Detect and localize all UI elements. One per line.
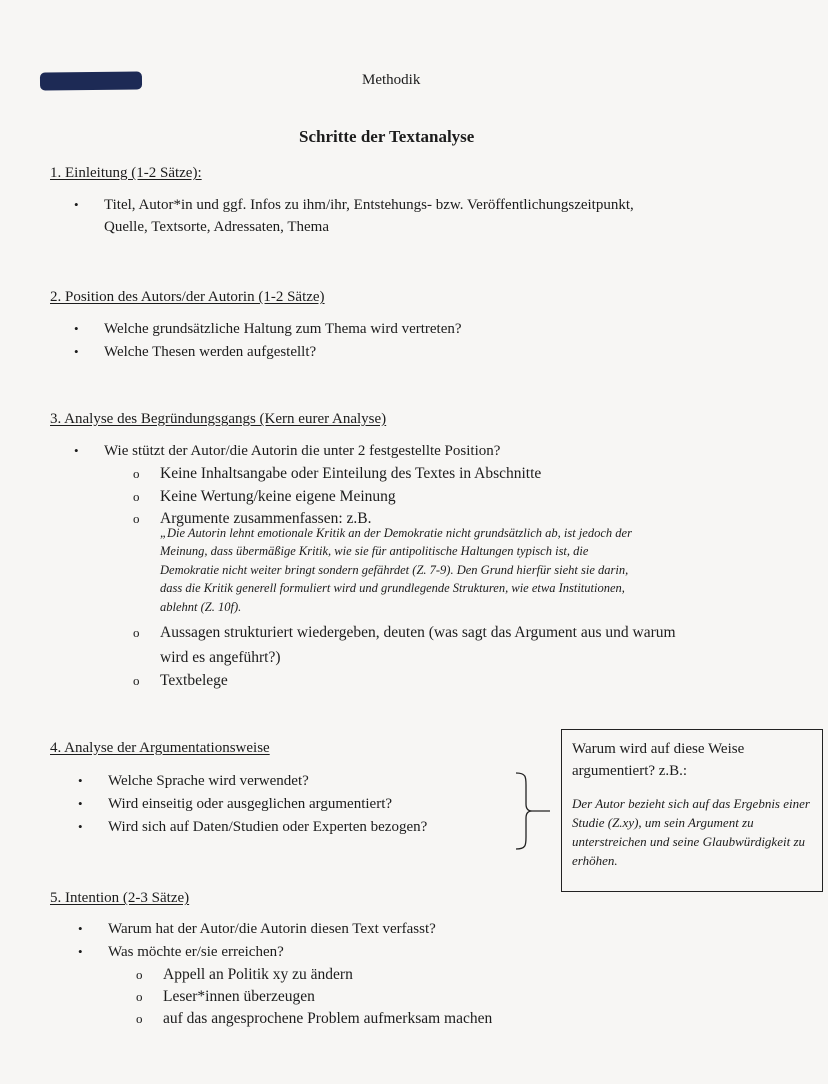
sub-bullet-icon: o [133, 673, 140, 688]
sub-list-item: o Argumente zusammenfassen: z.B. [133, 510, 372, 527]
page-header: Methodik [362, 72, 421, 88]
sub-list-item: o auf das angesprochene Problem aufmerksam machen [136, 1010, 493, 1027]
bullet-icon: • [74, 197, 79, 212]
sub-bullet-icon: o [133, 489, 140, 504]
list-item: • Wird sich auf Daten/Studien oder Experten bezogen? [78, 819, 428, 835]
example-quote: „Die Autorin lehnt emotionale Kritik an der Demokratie nicht grundsätzlich ab, ist jedoch der Meinung, dass übermäßige Kritik, wie sie für antipolitische Haltungen typisch ist, die Demokratie nicht weiter bringt sondern gefährdet (Z. 7-9). Den Grund hierfür sieht sie darin, dass die Kritik generell formuliert wird und grundlegende Strukturen, wie etwa Institutionen, ablehnt (Z. 10f). [160, 526, 632, 614]
list-item: • Was möchte er/sie erreichen? [78, 944, 284, 960]
list-item: • Welche Sprache wird verwendet? [78, 773, 309, 789]
bullet-icon: • [74, 344, 79, 359]
list-item: • Wie stützt der Autor/die Autorin die unter 2 festgestellte Position? [74, 443, 501, 459]
redacted-name-mark [40, 71, 142, 90]
sub-list-item: o Aussagen strukturiert wiedergeben, deuten (was sagt das Argument aus und warum [133, 624, 676, 641]
bullet-icon: • [78, 819, 83, 834]
bullet-icon: • [78, 944, 83, 959]
bullet-icon: • [78, 796, 83, 811]
sub-list-item: o Textbelege [133, 672, 228, 689]
box-body: Der Autor bezieht sich auf das Ergebnis einer Studie (Z.xy), um sein Argument zu unterstreichen und seine Glaubwürdigkeit zu erhöhen. [572, 796, 810, 868]
sub-bullet-icon: o [133, 511, 140, 526]
sub-list-item: o Keine Wertung/keine eigene Meinung [133, 488, 396, 505]
list-item: • Wird einseitig oder ausgeglichen argumentiert? [78, 796, 393, 812]
sub-list-item: o Leser*innen überzeugen [136, 988, 315, 1005]
sub-bullet-icon: o [136, 989, 143, 1004]
sub-bullet-icon: o [136, 1011, 143, 1026]
list-item: • Welche Thesen werden aufgestellt? [74, 344, 317, 360]
section-1-heading: 1. Einleitung (1-2 Sätze): [50, 165, 202, 181]
sub-list-item: o Keine Inhaltsangabe oder Einteilung des Textes in Abschnitte [133, 465, 542, 482]
section-3-heading: 3. Analyse des Begründungsgangs (Kern eurer Analyse) [50, 411, 387, 427]
list-item: • Warum hat der Autor/die Autorin diesen Text verfasst? [78, 921, 436, 937]
list-item: • Titel, Autor*in und ggf. Infos zu ihm/ihr, Entstehungs- bzw. Veröffentlichungszeitpunkt, [74, 197, 634, 213]
section-5-heading: 5. Intention (2-3 Sätze) [50, 890, 190, 906]
list-item: • Welche grundsätzliche Haltung zum Thema wird vertreten? [74, 321, 462, 337]
sub-bullet-icon: o [136, 967, 143, 982]
curly-brace-icon [512, 771, 552, 851]
example-box [561, 729, 823, 892]
section-2-heading: 2. Position des Autors/der Autorin (1-2 Sätze) [50, 289, 325, 305]
sub-list-item: o Appell an Politik xy zu ändern [136, 966, 353, 983]
bullet-icon: • [78, 773, 83, 788]
sub-list-item-continuation: wird es angeführt?) [160, 649, 281, 666]
sub-bullet-icon: o [133, 625, 140, 640]
sub-bullet-icon: o [133, 466, 140, 481]
box-title: Warum wird auf diese Weise argumentiert? z.B.: [572, 741, 745, 779]
section-4-heading: 4. Analyse der Argumentationsweise [50, 740, 270, 756]
bullet-icon: • [74, 321, 79, 336]
bullet-icon: • [74, 443, 79, 458]
bullet-icon: • [78, 921, 83, 936]
list-item-continuation: Quelle, Textsorte, Adressaten, Thema [104, 219, 329, 235]
page-title: Schritte der Textanalyse [299, 127, 475, 146]
